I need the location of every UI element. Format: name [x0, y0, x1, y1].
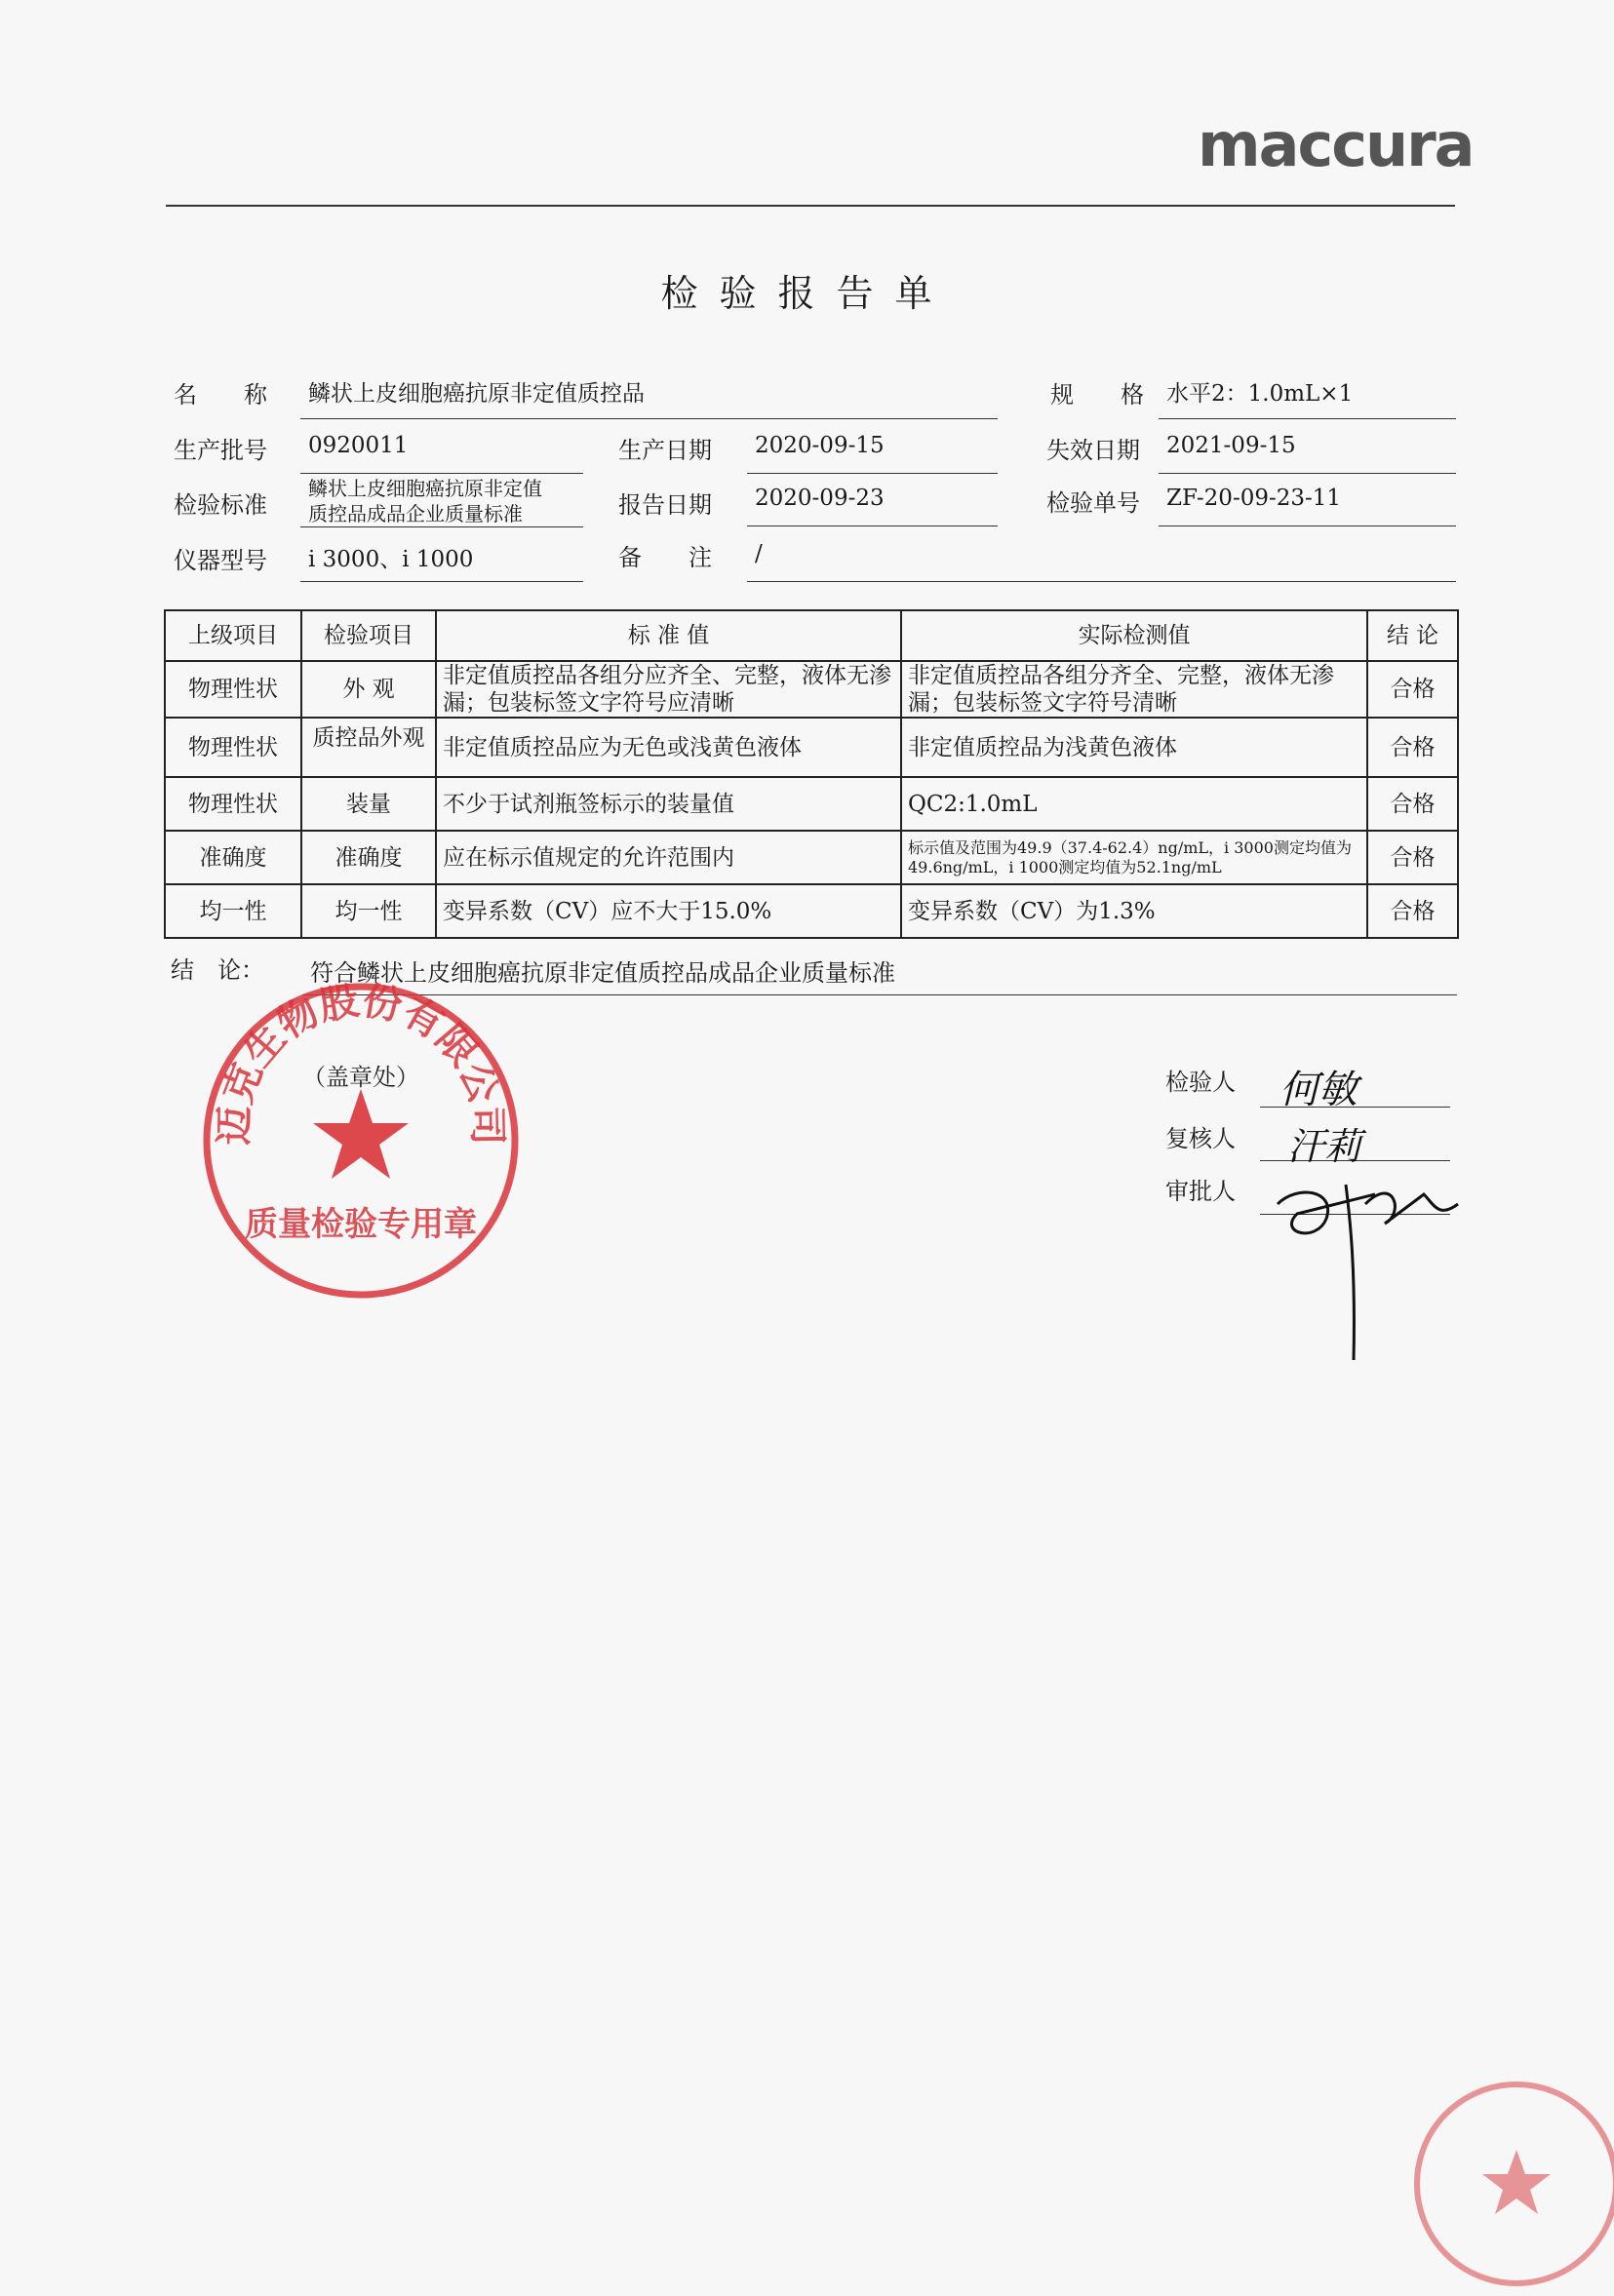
cell-parent: 物理性状: [165, 777, 301, 831]
standard-value: [300, 476, 583, 527]
cell-item: 准确度: [301, 831, 436, 884]
cell-result: 合格: [1367, 661, 1458, 718]
cell-actual: 非定值质控品为浅黄色液体: [901, 718, 1367, 777]
cell-parent: 物理性状: [165, 661, 301, 718]
header-result: 结 论: [1367, 610, 1458, 661]
cell-result: 合格: [1367, 831, 1458, 884]
cell-parent: 均一性: [165, 884, 301, 938]
cell-standard: 非定值质控品应为无色或浅黄色液体: [436, 718, 901, 777]
cell-standard: 应在标示值规定的允许范围内: [436, 831, 901, 884]
cell-standard: 非定值质控品各组分应齐全、完整，液体无渗漏；包装标签文字符号应清晰: [436, 661, 901, 718]
conclusion-text: 符合鳞状上皮细胞癌抗原非定值质控品成品企业质量标准: [310, 959, 895, 987]
cell-item: 外 观: [301, 661, 436, 718]
signatures-handwriting: [1258, 1058, 1482, 1389]
remark-label: 备 注: [618, 544, 712, 571]
seal-company: 迈克生物股份有限公司: [212, 980, 510, 1146]
header-standard: 标 准 值: [436, 610, 901, 661]
table-row: [165, 661, 1458, 718]
remark-value: /: [747, 541, 1456, 582]
prod-date-value: 2020-09-15: [747, 433, 998, 474]
cell-item: 质控品外观: [301, 718, 436, 777]
cell-result: 合格: [1367, 777, 1458, 831]
header-test-item: 检验项目: [301, 610, 436, 661]
page-title: 检验报告单: [660, 272, 954, 315]
batch-value: 0920011: [300, 433, 583, 474]
exp-date-value: 2021-09-15: [1159, 433, 1456, 474]
quality-seal: [200, 980, 522, 1302]
header-parent-item: 上级项目: [165, 610, 301, 661]
seal-purpose: 质量检验专用章: [245, 1205, 477, 1244]
table-row: [165, 718, 1458, 777]
table-row: [165, 831, 1458, 884]
instrument-value: i 3000、i 1000: [300, 541, 583, 582]
cell-standard: 变异系数（CV）应不大于15.0%: [436, 884, 901, 938]
cell-actual: 非定值质控品各组分齐全、完整，液体无渗漏；包装标签文字符号清晰: [901, 661, 1367, 718]
report-date-label: 报告日期: [618, 491, 712, 519]
exp-date-label: 失效日期: [1046, 437, 1140, 464]
report-no-value: ZF-20-09-23-11: [1159, 486, 1456, 526]
seal-note: （盖章处）: [302, 1064, 419, 1091]
cell-item: 均一性: [301, 884, 436, 938]
conclusion-label: 结 论：: [171, 956, 264, 984]
header-divider: [166, 205, 1455, 207]
standard-label: 检验标准: [174, 491, 267, 519]
inspector-label: 检验人: [1165, 1069, 1236, 1096]
spec-label: 规 格: [1050, 381, 1144, 409]
table-row: [165, 777, 1458, 831]
secondary-seal: [1404, 2072, 1614, 2296]
report-date-value: 2020-09-23: [747, 486, 998, 526]
reviewer-signature: 汗莉: [1287, 1125, 1362, 1168]
standard-value-line2: 质控品成品企业质量标准: [308, 502, 523, 525]
standard-value-line1: 鳞状上皮细胞癌抗原非定值: [308, 477, 542, 500]
table-row: [165, 884, 1458, 938]
name-label: 名 称: [174, 381, 267, 409]
cell-actual: QC2:1.0mL: [901, 777, 1367, 831]
cell-result: 合格: [1367, 718, 1458, 777]
approver-label: 审批人: [1165, 1178, 1236, 1205]
cell-item: 装量: [301, 777, 436, 831]
prod-date-label: 生产日期: [618, 437, 712, 464]
instrument-label: 仪器型号: [174, 547, 267, 574]
header-actual: 实际检测值: [901, 610, 1367, 661]
name-value: 鳞状上皮细胞癌抗原非定值质控品: [300, 375, 998, 419]
table-header-row: [165, 610, 1458, 661]
cell-parent: 物理性状: [165, 718, 301, 777]
batch-label: 生产批号: [174, 437, 267, 464]
cell-result: 合格: [1367, 884, 1458, 938]
cell-actual: 变异系数（CV）为1.3%: [901, 884, 1367, 938]
company-logo: maccura: [1198, 109, 1474, 180]
report-no-label: 检验单号: [1046, 489, 1140, 517]
cell-parent: 准确度: [165, 831, 301, 884]
cell-standard: 不少于试剂瓶签标示的装量值: [436, 777, 901, 831]
reviewer-label: 复核人: [1165, 1125, 1236, 1152]
cell-actual: 标示值及范围为49.9（37.4-62.4）ng/mL，i 3000测定均值为49.6ng/mL，i 1000测定均值为52.1ng/mL: [901, 831, 1367, 884]
results-table: [164, 609, 1459, 939]
inspector-signature: 何敏: [1279, 1068, 1358, 1112]
spec-value: 水平2：1.0mL×1: [1159, 375, 1456, 419]
